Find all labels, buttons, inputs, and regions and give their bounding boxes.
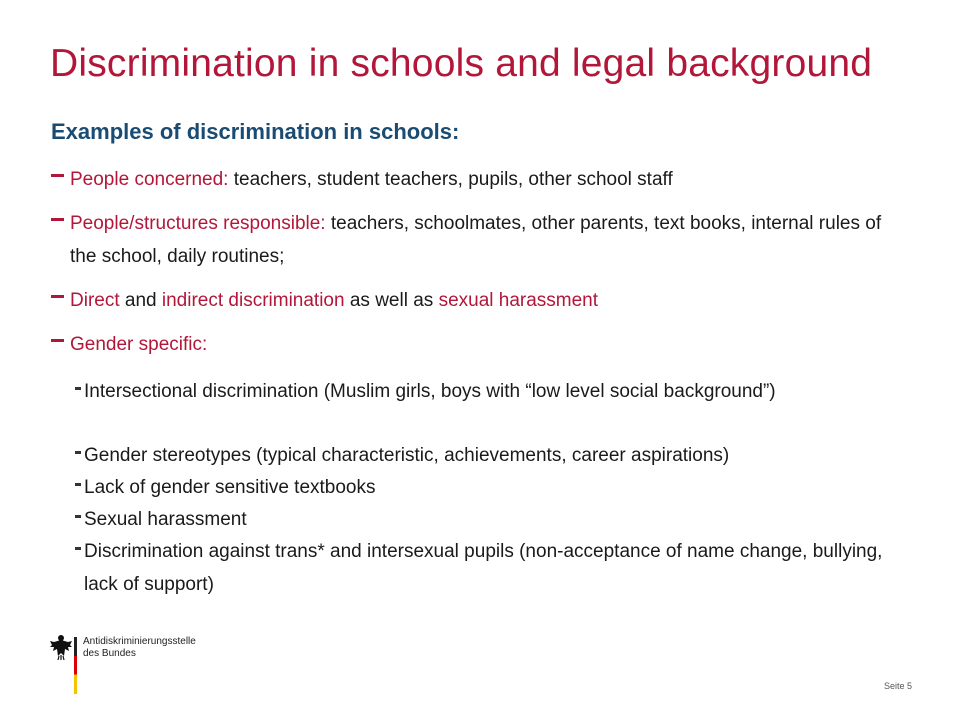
bullet-item	[51, 328, 891, 361]
slide-subtitle: Examples of discrimination in schools:	[51, 119, 460, 144]
bullet-label: Gender specific:	[70, 334, 208, 355]
sub-bullet-text: Lack of gender sensitive textbooks	[84, 477, 376, 498]
bullet-text: as well as	[344, 290, 439, 311]
bullet-label: People/structures responsible:	[70, 213, 326, 234]
bullet-text: and	[119, 290, 162, 311]
dash-bullet-icon	[51, 295, 64, 298]
bullet-item	[51, 284, 891, 317]
bullet-item	[51, 207, 891, 273]
bullet-label: People concerned:	[70, 169, 229, 190]
slide-title: Discrimination in schools and legal background	[50, 42, 873, 85]
dash-bullet-icon	[75, 483, 81, 486]
sub-bullet-text: Intersectional discrimination (Muslim girls, boys with “low level social background”)	[84, 381, 776, 402]
dash-bullet-icon	[75, 451, 81, 454]
sub-bullet-text: Discrimination against trans* and intersexual pupils (non-acceptance of name change, bullying, lack of support)	[84, 541, 883, 595]
organization-name	[83, 636, 196, 660]
sub-bullet-item	[75, 471, 915, 504]
bullet-label-direct: Direct	[70, 290, 120, 311]
organization-logo	[50, 634, 250, 694]
dash-bullet-icon	[51, 339, 64, 342]
sub-bullet-item	[75, 375, 915, 408]
bullet-label-indirect: indirect discrimination	[161, 290, 345, 311]
bullet-label-harassment: sexual harassment	[438, 290, 599, 311]
dash-bullet-icon	[75, 515, 81, 518]
dash-bullet-icon	[75, 547, 81, 550]
dash-bullet-icon	[75, 387, 81, 390]
organization-name-line1: Antidiskriminierungsstelle	[83, 636, 196, 647]
dash-bullet-icon	[51, 218, 64, 221]
bullet-text: teachers, schoolmates, other parents, text books, internal rules of the school, daily routines;	[70, 213, 882, 267]
federal-eagle-icon	[50, 634, 72, 660]
sub-bullet-item	[75, 535, 915, 601]
page-number: Seite 5	[884, 681, 913, 691]
bullet-item	[51, 163, 891, 196]
sub-bullet-item	[75, 503, 915, 536]
sub-bullet-text: Gender stereotypes (typical characteristic, achievements, career aspirations)	[84, 445, 730, 466]
sub-bullet-item	[75, 439, 915, 472]
flag-stripe	[74, 637, 77, 694]
sub-bullet-text: Sexual harassment	[84, 509, 247, 530]
organization-name-line2: des Bundes	[83, 648, 136, 659]
bullet-text: teachers, student teachers, pupils, other school staff	[228, 169, 673, 190]
dash-bullet-icon	[51, 174, 64, 177]
